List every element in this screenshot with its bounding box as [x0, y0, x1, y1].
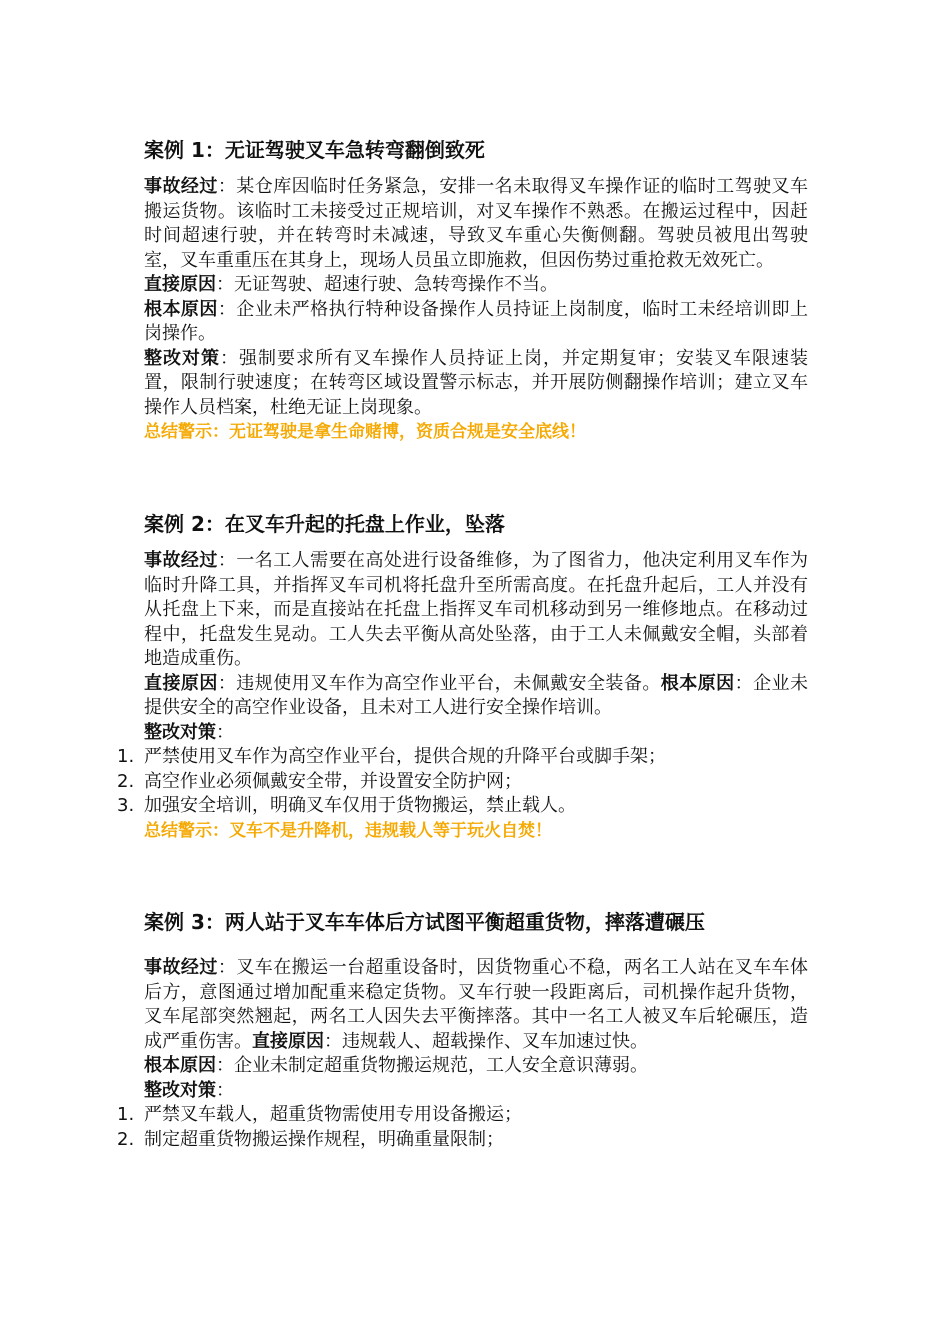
case-2 — [117, 511, 808, 843]
case-2-process: 事故经过：一名工人需要在高处进行设备维修，为了图省力，他决定利用叉车作为临时升降工具，并指挥叉车司机将托盘升至所需高度。在托盘升起后，工人并没有从托盘上下来，而是直接站在托盘上指挥叉车司机移动到另一维修地点。在移动过程中，托盘发生晃动。工人失去平衡从高处坠落，由于工人未佩戴安全帽，头部着地造成重伤。 — [144, 550, 808, 669]
case-2-causes: 直接原因：违规使用叉车作为高空作业平台，未佩戴安全装备。根本原因：企业未提供安全的高空作业设备，且未对工人进行安全操作培训。 — [144, 672, 808, 718]
case-3-root-cause: 根本原因：企业未制定超重货物搬运规范，工人安全意识薄弱。 — [144, 1055, 648, 1076]
case-3-measures: 整改对策： — [144, 1079, 234, 1101]
case-1-root-cause: 根本原因：企业未严格执行特种设备操作人员持证上岗制度，临时工未经培训即上岗操作。 — [144, 298, 808, 344]
case-3 — [117, 909, 808, 1152]
case-1-warning: 总结警示：无证驾驶是拿生命赌博，资质合规是安全底线！ — [144, 422, 586, 442]
list-item: 3. 加强安全培训，明确叉车仅用于货物搬运，禁止载人。 — [117, 795, 576, 816]
case-2-steps — [117, 745, 808, 819]
case-1-title: 案例 1：无证驾驶叉车急转弯翻倒致死 — [144, 138, 485, 162]
case-2-warning: 总结警示：叉车不是升降机，违规载人等于玩火自焚！ — [144, 820, 552, 841]
list-item: 2. 高空作业必须佩戴安全带，并设置安全防护网； — [117, 770, 522, 792]
list-item: 2. 制定超重货物搬运操作规程，明确重量限制； — [117, 1128, 504, 1150]
case-1 — [144, 137, 808, 445]
case-1-process: 事故经过：某仓库因临时任务紧急，安排一名未取得叉车操作证的临时工驾驶叉车搬运货物。该临时工未接受过正规培训，对叉车操作不熟悉。在搬运过程中，因赶时间超速行驶，并在转弯时未减速，导致叉车重心失衡侧翻。驾驶员被甩出驾驶室，叉车重重压在其身上，现场人员虽立即施救，但因伤势过重抢救无效死亡。 — [144, 176, 808, 271]
case-1-direct-cause: 直接原因：无证驾驶、超速行驶、急转弯操作不当。 — [144, 274, 558, 295]
case-1-measures: 整改对策：强制要求所有叉车操作人员持证上岗，并定期复审；安装叉车限速装置，限制行驶速度；在转弯区域设置警示标志，并开展防侧翻操作培训；建立叉车操作人员档案，杜绝无证上岗现象。 — [144, 347, 808, 418]
case-3-process: 事故经过：叉车在搬运一台超重设备时，因货物重心不稳，两名工人站在叉车车体后方，意图通过增加配重来稳定货物。叉车行驶一段距离后，司机操作起升货物，叉车尾部突然翘起，两名工人因失去平衡摔落。其中一名工人被叉车后轮碾压，造成严重伤害。直接原因：违规载人、超载操作、叉车加速过快。 — [144, 957, 808, 1052]
case-1-process-label: 事故经过 — [144, 176, 218, 197]
case-2-title: 案例 2：在叉车升起的托盘上作业，坠落 — [144, 512, 505, 536]
case-2-measures: 整改对策： — [144, 721, 234, 743]
case-3-title: 案例 3：两人站于叉车车体后方试图平衡超重货物，摔落遭碾压 — [144, 910, 705, 934]
list-item: 1. 严禁叉车载人，超重货物需使用专用设备搬运； — [117, 1104, 522, 1125]
list-item: 1. 严禁使用叉车作为高空作业平台，提供合规的升降平台或脚手架； — [117, 746, 666, 767]
case-3-steps — [117, 1103, 808, 1152]
